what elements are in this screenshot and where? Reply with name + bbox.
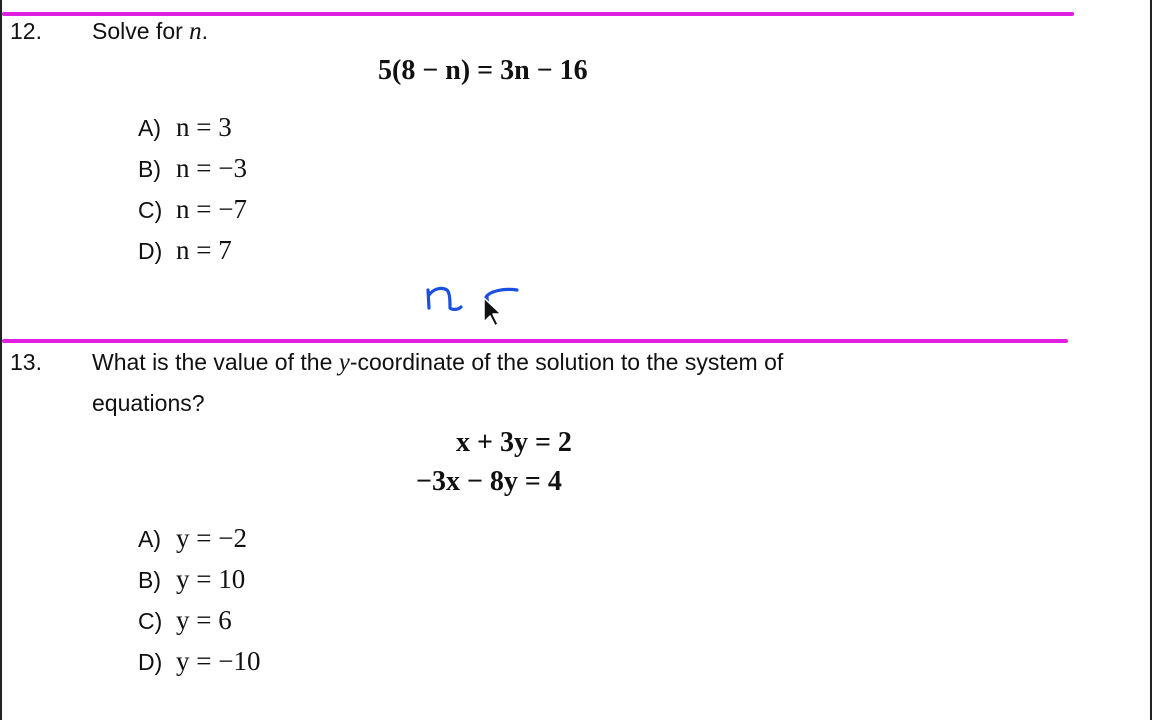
choice-letter: A) bbox=[138, 115, 161, 141]
choice-value: y = −2 bbox=[176, 523, 247, 553]
question-12-prompt bbox=[92, 16, 208, 47]
question-12-equation: 5(8 − n) = 3n − 16 bbox=[378, 55, 588, 86]
question-12-choice-a[interactable] bbox=[138, 112, 232, 146]
choice-letter: A) bbox=[138, 526, 161, 552]
question-12-prompt-text: Solve for bbox=[92, 18, 190, 44]
choice-value: y = −10 bbox=[176, 646, 261, 676]
left-border bbox=[0, 0, 2, 720]
choice-value: y = 10 bbox=[176, 564, 246, 594]
question-13-choice-d[interactable] bbox=[138, 646, 260, 680]
question-13-variable: y bbox=[338, 349, 350, 376]
handwritten-ink bbox=[428, 288, 517, 309]
choice-value: y = 6 bbox=[176, 605, 232, 635]
question-13-equation-2: −3x − 8y = 4 bbox=[416, 466, 562, 497]
question-13-equation-1: x + 3y = 2 bbox=[456, 427, 572, 458]
question-12-choice-d[interactable] bbox=[138, 235, 232, 269]
choice-letter: D) bbox=[138, 649, 163, 675]
handwritten-annotation bbox=[420, 276, 530, 332]
question-12-choice-c[interactable] bbox=[138, 194, 247, 228]
question-12-choice-b[interactable] bbox=[138, 153, 247, 187]
choice-letter: C) bbox=[138, 608, 163, 634]
choice-letter: D) bbox=[138, 238, 163, 264]
question-12-variable: n bbox=[189, 18, 202, 45]
choice-letter: B) bbox=[138, 156, 161, 182]
question-13-choice-a[interactable] bbox=[138, 523, 247, 557]
cursor-icon bbox=[484, 298, 501, 326]
choice-value: n = −7 bbox=[176, 194, 247, 224]
choice-value: n = 3 bbox=[176, 112, 232, 142]
choice-value: n = 7 bbox=[176, 235, 232, 265]
question-12-number: 12. bbox=[10, 18, 42, 44]
question-13-choice-b[interactable] bbox=[138, 564, 245, 598]
question-13-prompt-line2: equations? bbox=[92, 390, 205, 416]
question-13-prompt-text-cont: -coordinate of the solution to the system of bbox=[349, 349, 784, 375]
question-13-choice-c[interactable] bbox=[138, 605, 232, 639]
question-13-prompt bbox=[92, 347, 783, 378]
choice-value: n = −3 bbox=[176, 153, 247, 183]
choice-letter: B) bbox=[138, 567, 161, 593]
choice-letter: C) bbox=[138, 197, 163, 223]
section-divider bbox=[2, 339, 1068, 343]
question-12-prompt-end: . bbox=[201, 18, 209, 44]
question-13-prompt-text: What is the value of the bbox=[92, 349, 339, 375]
question-13-number: 13. bbox=[10, 349, 42, 375]
